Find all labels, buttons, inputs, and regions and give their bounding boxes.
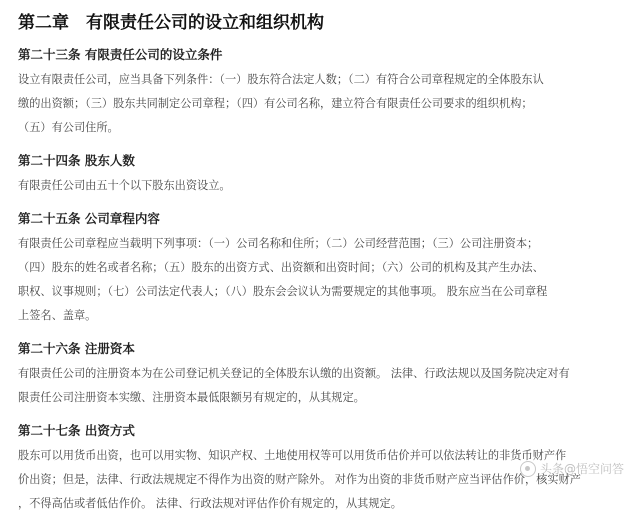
article-body (18, 444, 628, 516)
article-body (18, 174, 628, 198)
article-body (18, 232, 628, 328)
article-section (18, 152, 628, 198)
watermark (520, 460, 624, 477)
wukong-logo-icon (520, 461, 536, 477)
article-section (18, 340, 628, 410)
article-heading: 第二十五条 公司章程内容 (18, 211, 160, 226)
article-body-line: 有限责任公司章程应当载明下列事项：（一）公司名称和住所；（二）公司经营范围；（三）公司注册资本； (18, 237, 539, 250)
article-body-line: 限责任公司注册资本实缴、注册资本最低限额另有规定的，从其规定。 (18, 391, 365, 404)
article-body (18, 362, 628, 410)
article-body-line: 职权、议事规则；（七）公司法定代表人；（八）股东会会议认为需要规定的其他事项。 股东应当在公司章程 (18, 285, 548, 298)
article-section (18, 210, 628, 328)
article-body-line: 设立有限责任公司，应当具备下列条件：（一）股东符合法定人数；（二）有符合公司章程规定的全体股东认 (18, 73, 544, 86)
article-body-line: ，不得高估或者低估作价。 法律、行政法规对评估作价有规定的，从其规定。 (18, 497, 402, 510)
document-page (18, 10, 628, 528)
article-body-line: （四）股东的姓名或者名称；（五）股东的出资方式、出资额和出资时间；（六）公司的机构及其产生办法、 (18, 261, 544, 274)
article-body-line: 缴的出资额；（三）股东共同制定公司章程；（四）有公司名称，建立符合有限责任公司要求的组织机构； (18, 97, 533, 110)
article-body-line: 价出资；但是，法律、行政法规规定不得作为出资的财产除外。 对作为出资的非货币财产应当评估作价，核实财产 (18, 473, 581, 486)
article-body-line: 有限责任公司由五十个以下股东出资设立。 (18, 179, 231, 192)
watermark-text: 头条@悟空问答 (539, 462, 624, 476)
article-body (18, 68, 628, 140)
article-heading: 第二十六条 注册资本 (18, 341, 135, 356)
article-body-line: 有限责任公司的注册资本为在公司登记机关登记的全体股东认缴的出资额。 法律、行政法规以及国务院决定对有 (18, 367, 570, 380)
article-list (18, 46, 628, 516)
article-section (18, 46, 628, 140)
article-body-line: 上签名、盖章。 (18, 309, 97, 322)
article-heading: 第二十七条 出资方式 (18, 423, 135, 438)
article-body-line: 股东可以用货币出资，也可以用实物、知识产权、土地使用权等可以用货币估价并可以依法转让的非货币财产作 (18, 449, 567, 462)
article-body-line: （五）有公司住所。 (18, 121, 119, 134)
article-heading: 第二十四条 股东人数 (18, 153, 135, 168)
article-heading: 第二十三条 有限责任公司的设立条件 (18, 47, 223, 62)
chapter-title: 第二章 有限责任公司的设立和组织机构 (18, 13, 324, 33)
